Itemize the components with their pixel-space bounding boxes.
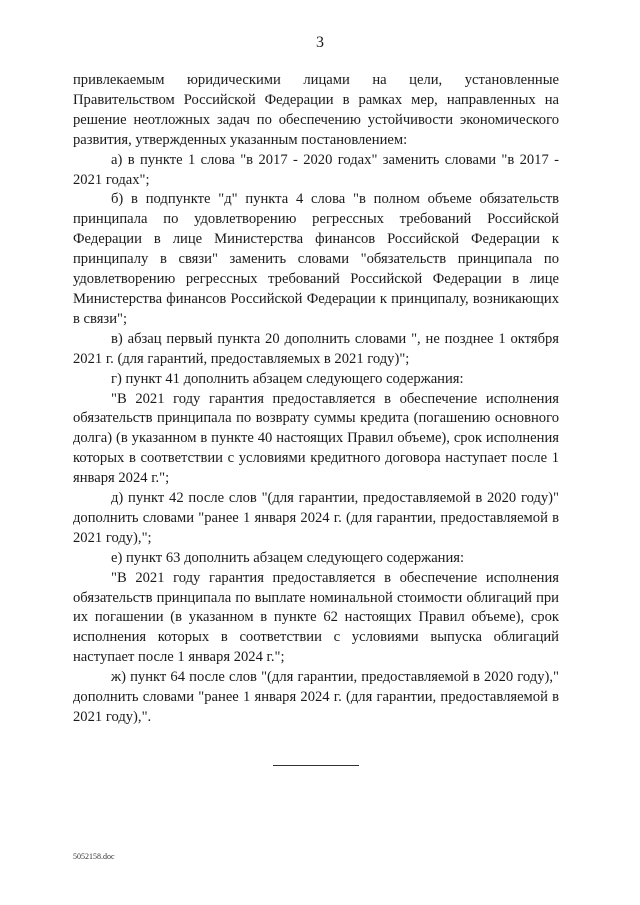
paragraph-quote-63: "В 2021 году гарантия предоставляется в обеспечение исполнения обязательств принципала по выплате номинальной стоимости облигаций при их погашении (в указанном в пункте 62 настоящих Правил объеме), срок исполнения которых в соответствии с условиями выпуска облигаций наступает после 1 января 2024 г."; xyxy=(73,569,559,666)
paragraph-item-g: г) пункт 41 дополнить абзацем следующего содержания: xyxy=(111,370,464,387)
paragraph-item-e: е) пункт 63 дополнить абзацем следующего содержания: xyxy=(111,549,465,566)
paragraph-item-v: в) абзац первый пункта 20 дополнить словами ", не позднее 1 октября 2021 г. (для гарантий, предоставляемых в 2021 году)"; xyxy=(73,330,559,367)
paragraph-item-a: а) в пункте 1 слова "в 2017 - 2020 годах" заменить словами "в 2017 - 2021 годах"; xyxy=(73,151,559,188)
document-body xyxy=(73,71,559,728)
page-number: 3 xyxy=(316,34,324,51)
paragraph-item-b: б) в подпункте "д" пункта 4 слова "в полном объеме обязательств принципала по удовлетворению регрессных требований Российской Федерации в лице Министерства финансов Российской Федерации к принципалу в связи" заменить словами "обязательств принципала по удовлетворению регрессных требований Российской Федерации в лице Министерства финансов Российской Федерации к принципалу, возникающих в связи"; xyxy=(73,191,559,327)
document-file-id: 5052158.doc xyxy=(73,852,115,861)
paragraph-item-zh: ж) пункт 64 после слов "(для гарантии, предоставляемой в 2020 году)," дополнить словами "ранее 1 января 2024 г. (для гарантии, предоставляемой в 2021 году),". xyxy=(73,669,559,725)
closing-divider xyxy=(273,765,359,766)
paragraph-item-d: д) пункт 42 после слов "(для гарантии, предоставляемой в 2020 году)" дополнить словами "ранее 1 января 2024 г. (для гарантии, предоставляемой в 2021 году),"; xyxy=(73,490,559,546)
paragraph-continuation: привлекаемым юридическими лицами на цели, установленные Правительством Российской Федерации в рамках мер, направленных на решение неотложных задач по обеспечению устойчивости экономического развития, утвержденных указанным постановлением: xyxy=(73,72,559,148)
paragraph-quote-41: "В 2021 году гарантия предоставляется в обеспечение исполнения обязательств принципала по возврату суммы кредита (погашению основного долга) (в указанном в пункте 40 настоящих Правил объеме), срок исполнения которых в соответствии с условиями кредитного договора наступает после 1 января 2024 г."; xyxy=(73,390,559,487)
